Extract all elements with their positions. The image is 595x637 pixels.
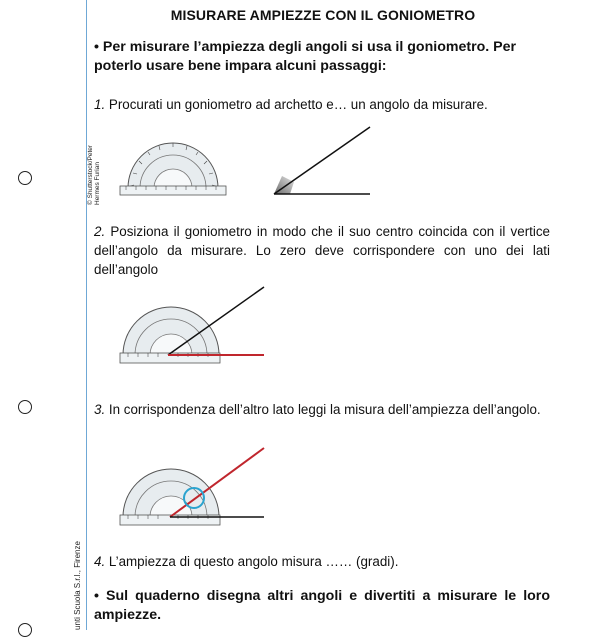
step-2 — [94, 222, 550, 279]
photo-credit: © Shutterstock/Peter Hermes Furian — [87, 144, 101, 205]
step-number: 3. — [94, 402, 106, 417]
step-text: In corrispondenza dell’altro lato leggi la misura dell’ampiezza dell’angolo. — [105, 402, 541, 417]
step-number: 1. — [94, 97, 106, 112]
figure-protractor-1 — [118, 128, 228, 198]
step-4 — [94, 552, 550, 571]
publisher-credit: unti Scuola S.r.l., Firenze — [73, 541, 82, 630]
step-text: L’ampiezza di questo angolo misura …… (gradi). — [105, 554, 399, 569]
step-1 — [94, 95, 550, 114]
angle-drawing-1 — [268, 122, 378, 197]
step-text: Posiziona il goniometro in modo che il suo centro coincida con il vertice dell’angolo da misurare. Lo zero deve corrispondere con uno dei lati dell’angolo — [94, 224, 550, 277]
step-text: Procurati un goniometro ad archetto e… un angolo da misurare. — [105, 97, 488, 112]
margin-line — [86, 0, 87, 630]
protractor-icon — [120, 143, 226, 195]
step-number: 4. — [94, 554, 106, 569]
intro-text: • Per misurare l’ampiezza degli angoli si usa il goniometro. Per poterlo usare bene impara alcuni passaggi: — [94, 39, 517, 74]
binder-hole-3 — [18, 623, 32, 637]
step-number: 2. — [94, 224, 106, 239]
step-3 — [94, 400, 550, 419]
figure-protractor-3 — [118, 445, 268, 535]
figure-protractor-2 — [118, 285, 268, 370]
final-instruction: • Sul quaderno disegna altri angoli e divertiti a misurare le loro ampiezze. — [94, 588, 550, 623]
binder-hole-2 — [18, 400, 32, 414]
page-title: MISURARE AMPIEZZE CON IL GONIOMETRO — [170, 7, 476, 23]
binder-hole-1 — [18, 171, 32, 185]
